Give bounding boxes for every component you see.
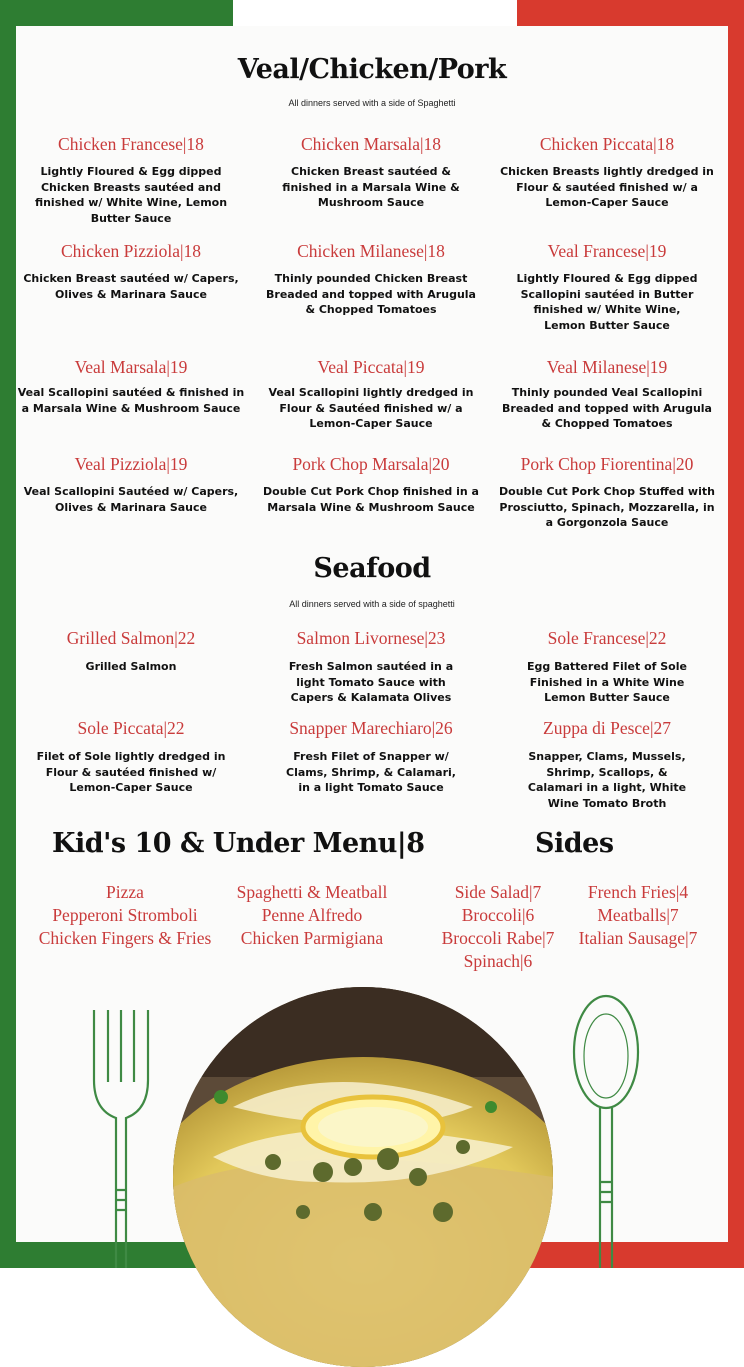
item-name: Sole Piccata|22: [77, 718, 185, 738]
item-desc: Egg Battered Filet of Sole Finished in a White Wine Lemon Butter Sauce: [527, 660, 687, 704]
list-item: Chicken Parmigiana: [240, 928, 384, 948]
list-item: Broccoli|6: [461, 905, 535, 925]
item-desc: Chicken Breast sautéed w/ Capers, Olives & Marinara Sauce: [23, 272, 239, 301]
item-desc: Lightly Floured & Egg dipped Chicken Breasts sautéed and finished w/ White Wine, Lemon Butter Sauce: [34, 165, 228, 225]
spoon-icon: [568, 992, 644, 1268]
menu-item: [16, 628, 246, 675]
item-name: Salmon Livornese|23: [296, 628, 446, 648]
section-note-seafood: All dinners served with a side of spaghetti: [289, 599, 455, 609]
menu-item: [256, 357, 486, 432]
item-desc: Thinly pounded Chicken Breast Breaded and topped with Arugula & Chopped Tomatoes: [266, 272, 476, 316]
item-desc: Veal Scallopini lightly dredged in Flour & Sautéed finished w/ a Lemon-Caper Sauce: [268, 386, 474, 430]
item-desc: Double Cut Pork Chop Stuffed with Prosciutto, Spinach, Mozzarella, in a Gorgonzola Sauce: [499, 485, 715, 529]
item-name: Snapper Marechiaro|26: [289, 718, 453, 738]
item-desc: Filet of Sole lightly dredged in Flour & sautéed finished w/ Lemon-Caper Sauce: [36, 750, 226, 794]
menu-item: [16, 357, 246, 416]
menu-item: [492, 454, 722, 531]
sides-list-col1: [428, 881, 568, 973]
item-name: Grilled Salmon|22: [66, 628, 196, 648]
item-name: Veal Francese|19: [547, 241, 667, 261]
menu-item: [256, 454, 486, 515]
menu-item: [16, 718, 246, 796]
menu-item: [492, 241, 722, 333]
list-item: Chicken Fingers & Fries: [38, 928, 212, 948]
fork-icon: [86, 1000, 156, 1268]
item-name: Veal Piccata|19: [317, 357, 425, 377]
menu-item: [256, 718, 486, 796]
menu-item: [256, 134, 486, 211]
item-desc: Veal Scallopini sautéed & finished in a Marsala Wine & Mushroom Sauce: [17, 386, 245, 415]
item-desc: Veal Scallopini Sautéed w/ Capers, Olives & Marinara Sauce: [23, 485, 239, 514]
item-name: Chicken Francese|18: [58, 134, 204, 154]
menu-item: [16, 241, 246, 302]
item-name: Pork Chop Marsala|20: [292, 454, 450, 474]
item-desc: Fresh Salmon sautéed in a light Tomato Sauce with Capers & Kalamata Olives: [288, 660, 454, 704]
menu-item: [256, 628, 486, 706]
dish-photo-illustration: [173, 987, 553, 1367]
item-name: Zuppa di Pesce|27: [543, 718, 671, 738]
list-item: Spaghetti & Meatball: [236, 882, 388, 902]
item-name: Chicken Marsala|18: [300, 134, 442, 154]
section-title-veal-chicken-pork: Veal/Chicken/Pork: [237, 54, 507, 85]
list-item: Broccoli Rabe|7: [441, 928, 555, 948]
menu-item: [492, 718, 722, 811]
menu-item: [492, 628, 722, 706]
item-name: Pork Chop Fiorentina|20: [520, 454, 694, 474]
item-name: Sole Francese|22: [547, 628, 667, 648]
item-desc: Double Cut Pork Chop finished in a Marsala Wine & Mushroom Sauce: [263, 485, 479, 514]
item-name: Veal Marsala|19: [74, 357, 188, 377]
kids-list-col1: [20, 881, 230, 950]
menu-item: [256, 241, 486, 318]
menu-item: [492, 357, 722, 432]
section-title-seafood: Seafood: [313, 553, 431, 584]
list-item: French Fries|4: [587, 882, 689, 902]
item-name: Chicken Milanese|18: [297, 241, 445, 261]
list-item: Meatballs|7: [597, 905, 679, 925]
item-desc: Thinly pounded Veal Scallopini Breaded and topped with Arugula & Chopped Tomatoes: [502, 386, 712, 430]
item-desc: Snapper, Clams, Mussels, Shrimp, Scallops, & Calamari in a light, White Wine Tomato Broth: [527, 750, 687, 810]
list-item: Pizza: [106, 882, 144, 902]
list-item: Spinach|6: [463, 951, 533, 971]
list-item: Side Salad|7: [454, 882, 542, 902]
item-name: Chicken Pizziola|18: [60, 241, 202, 261]
dish-photo: [173, 987, 553, 1367]
item-desc: Chicken Breasts lightly dredged in Flour & sautéed finished w/ a Lemon-Caper Sauce: [500, 165, 714, 209]
item-desc: Fresh Filet of Snapper w/ Clams, Shrimp, & Calamari, in a light Tomato Sauce: [286, 750, 456, 794]
item-name: Veal Pizziola|19: [74, 454, 188, 474]
list-item: Italian Sausage|7: [578, 928, 698, 948]
item-name: Chicken Piccata|18: [539, 134, 675, 154]
menu-item: [16, 454, 246, 515]
menu-item: [492, 134, 722, 211]
section-title-sides: Sides: [535, 828, 614, 859]
kids-list-col2: [224, 881, 400, 950]
item-desc: Grilled Salmon: [85, 660, 177, 673]
sides-list-col2: [566, 881, 710, 950]
item-name: Veal Milanese|19: [546, 357, 668, 377]
section-title-kids: Kid's 10 & Under Menu|8: [52, 828, 425, 859]
item-desc: Lightly Floured & Egg dipped Scallopini sautéed in Butter finished w/ White Wine, Lemon Butter Sauce: [516, 272, 698, 332]
list-item: Penne Alfredo: [261, 905, 363, 925]
item-desc: Chicken Breast sautéed & finished in a Marsala Wine & Mushroom Sauce: [282, 165, 460, 209]
section-note-veal: All dinners served with a side of Spaghetti: [288, 98, 456, 108]
list-item: Pepperoni Stromboli: [52, 905, 198, 925]
menu-item: [16, 134, 246, 226]
